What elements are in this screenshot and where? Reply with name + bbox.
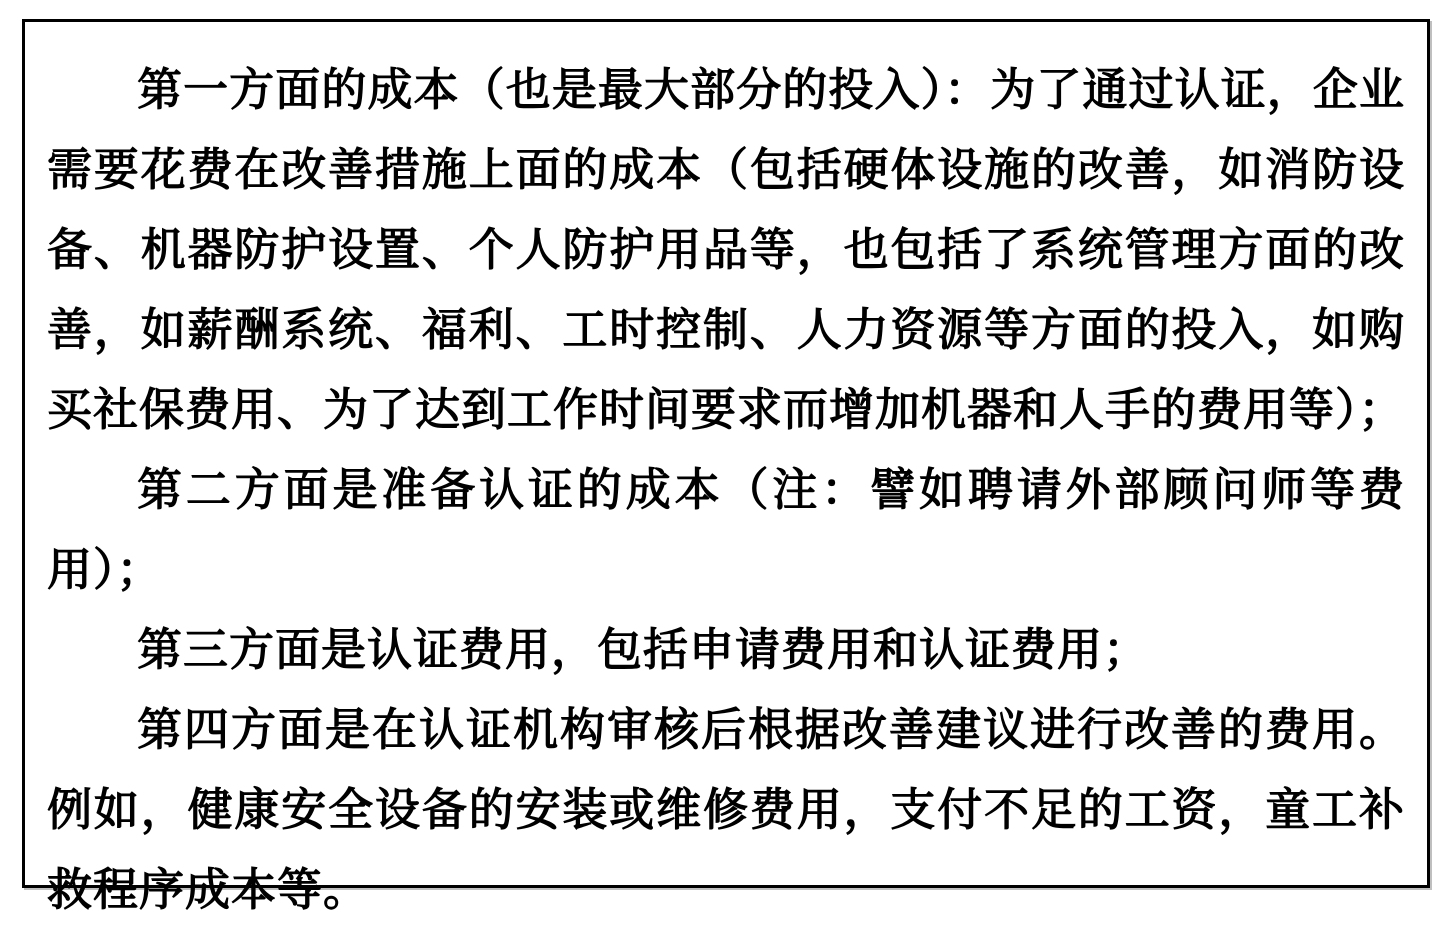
paragraph-cost-aspect-3: 第三方面是认证费用，包括申请费用和认证费用； xyxy=(137,624,1150,675)
paragraph-cost-aspect-2: 第二方面是准备认证的成本（注：譬如聘请外部顾问师等费用）； xyxy=(47,464,1405,595)
paragraph-cost-aspect-4: 第四方面是在认证机构审核后根据改善建议进行改善的费用。例如，健康安全设备的安装或维修费用，支付不足的工资，童工补救程序成本等。 xyxy=(47,704,1405,915)
document-text-frame xyxy=(22,19,1430,915)
paragraph-cost-aspect-1: 第一方面的成本（也是最大部分的投入）：为了通过认证，企业需要花费在改善措施上面的成本（包括硬体设施的改善，如消防设备、机器防护设置、个人防护用品等，也包括了系统管理方面的改善，如薪酬系统、福利、工时控制、人力资源等方面的投入，如购买社保费用、为了达到工作时间要求而增加机器和人手的费用等）； xyxy=(47,64,1405,435)
